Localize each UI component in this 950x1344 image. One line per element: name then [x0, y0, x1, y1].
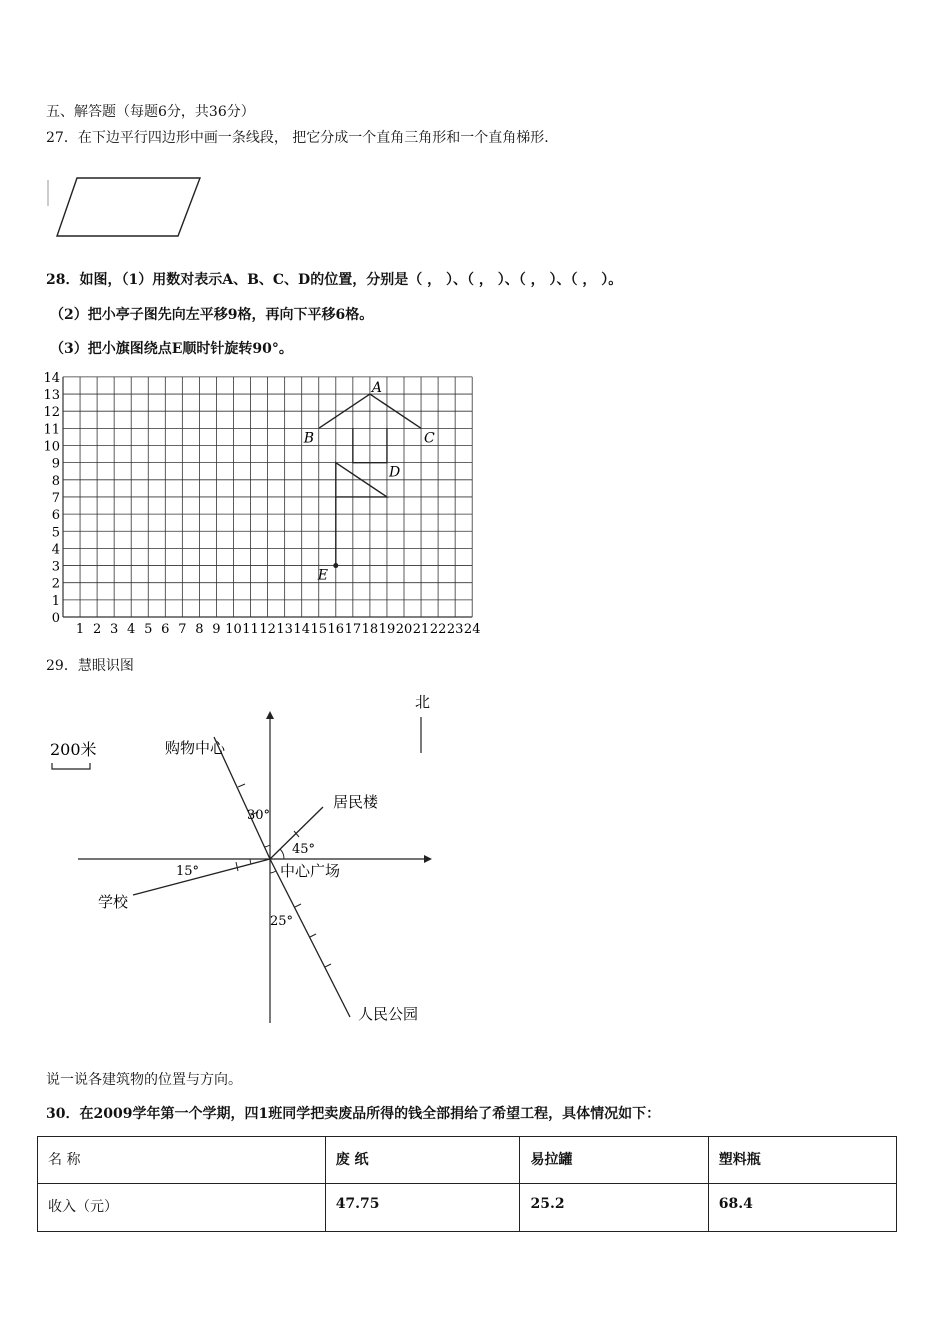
shopping-label: 购物中心 — [165, 739, 226, 757]
x-tick-label: 8 — [195, 622, 204, 637]
y-tick-label: 5 — [51, 525, 60, 541]
scale-bar — [52, 763, 90, 769]
x-tick-label: 5 — [144, 622, 153, 637]
y-tick-label: 7 — [51, 490, 60, 506]
x-tick-label: 2 — [92, 622, 102, 637]
grid-lines — [63, 377, 472, 617]
table-header-row — [38, 1137, 897, 1184]
x-axis-labels — [76, 622, 481, 637]
angle-45: 45° — [292, 842, 316, 857]
residential-label: 居民楼 — [333, 793, 379, 811]
y-tick-label: 0 — [51, 611, 60, 626]
question-28-line1: 28．如图，（1）用数对表示A、B、C、D的位置，分别是（ ， ）、（ ， ）、（ ， ）、（ ， ）。 — [46, 272, 623, 288]
point-b-label: B — [303, 430, 315, 447]
x-tick-label: 10 — [225, 622, 242, 637]
point-d-label: D — [388, 464, 401, 481]
y-tick-label: 1 — [51, 593, 60, 609]
section-title: 五、解答题（每题6分，共36分） — [46, 104, 255, 120]
x-tick-label: 1 — [75, 622, 85, 637]
y-tick-label: 10 — [43, 439, 60, 455]
y-tick-label: 11 — [43, 422, 60, 438]
question-29-title: 29．慧眼识图 — [46, 658, 134, 674]
y-tick-label: 4 — [51, 542, 60, 558]
table-cell: 废 纸 — [325, 1137, 520, 1184]
school-label: 学校 — [98, 893, 129, 911]
question-27-text: 27．在下边平行四边形中画一条线段， 把它分成一个直角三角形和一个直角梯形. — [46, 130, 549, 146]
question-30-text: 30．在2009学年第一个学期，四1班同学把卖废品所得的钱全部捐给了希望工程，具体情况如下： — [46, 1106, 661, 1122]
direction-map — [40, 685, 460, 1030]
x-tick-label: 18 — [361, 622, 379, 637]
point-a-label: A — [371, 380, 383, 397]
table-cell: 收入（元） — [38, 1184, 326, 1232]
y-tick-label: 3 — [51, 559, 60, 575]
table-cell: 塑料瓶 — [708, 1137, 896, 1184]
x-tick-label: 14 — [293, 622, 310, 637]
point-e-dot — [333, 563, 338, 568]
x-tick-label: 12 — [259, 622, 276, 637]
table-cell: 名 称 — [38, 1137, 326, 1184]
x-tick-label: 3 — [110, 622, 119, 637]
y-tick-label: 9 — [51, 456, 60, 472]
angle-25: 25° — [270, 914, 294, 929]
x-tick-label: 16 — [327, 622, 345, 637]
x-tick-label: 23 — [446, 622, 464, 637]
y-axis-labels — [43, 371, 60, 626]
y-tick-label: 6 — [51, 508, 60, 524]
north-label: 北 — [415, 693, 431, 711]
x-tick-label: 19 — [378, 622, 396, 637]
table-cell: 易拉罐 — [520, 1137, 708, 1184]
question-29-prompt: 说一说各建筑物的位置与方向。 — [46, 1072, 242, 1088]
x-tick-label: 24 — [463, 622, 481, 637]
angle-30: 30° — [247, 808, 271, 823]
angle-15: 15° — [176, 864, 200, 879]
parallelogram-figure — [40, 168, 220, 248]
x-tick-label: 20 — [395, 622, 413, 637]
park-label: 人民公园 — [358, 1005, 419, 1023]
x-tick-label: 11 — [242, 622, 259, 637]
plaza-label: 中心广场 — [280, 862, 341, 880]
table-cell: 47.75 — [325, 1184, 520, 1232]
table-row — [38, 1184, 897, 1232]
scale-label: 200米 — [50, 740, 97, 759]
point-c-label: C — [424, 430, 435, 447]
x-tick-label: 13 — [276, 622, 293, 637]
table-cell: 25.2 — [520, 1184, 708, 1232]
y-tick-label: 12 — [43, 405, 60, 421]
x-tick-label: 6 — [161, 622, 170, 637]
income-table — [37, 1136, 897, 1232]
x-tick-label: 15 — [310, 622, 328, 637]
y-tick-label: 13 — [43, 388, 60, 404]
coordinate-grid — [38, 370, 488, 640]
x-tick-label: 4 — [127, 622, 136, 637]
y-tick-label: 2 — [51, 576, 60, 592]
x-tick-label: 7 — [178, 622, 187, 637]
x-tick-label: 21 — [412, 622, 430, 637]
table-cell: 68.4 — [708, 1184, 896, 1232]
x-tick-label: 9 — [212, 622, 221, 637]
point-e-label: E — [317, 567, 329, 584]
x-tick-label: 22 — [429, 622, 447, 637]
y-tick-label: 14 — [43, 370, 60, 386]
y-tick-label: 8 — [51, 473, 60, 489]
x-tick-label: 17 — [344, 622, 362, 637]
question-28-line3: （3）把小旗图绕点E顺时针旋转90°。 — [50, 341, 293, 357]
question-28-line2: （2）把小亭子图先向左平移9格，再向下平移6格。 — [50, 307, 374, 323]
